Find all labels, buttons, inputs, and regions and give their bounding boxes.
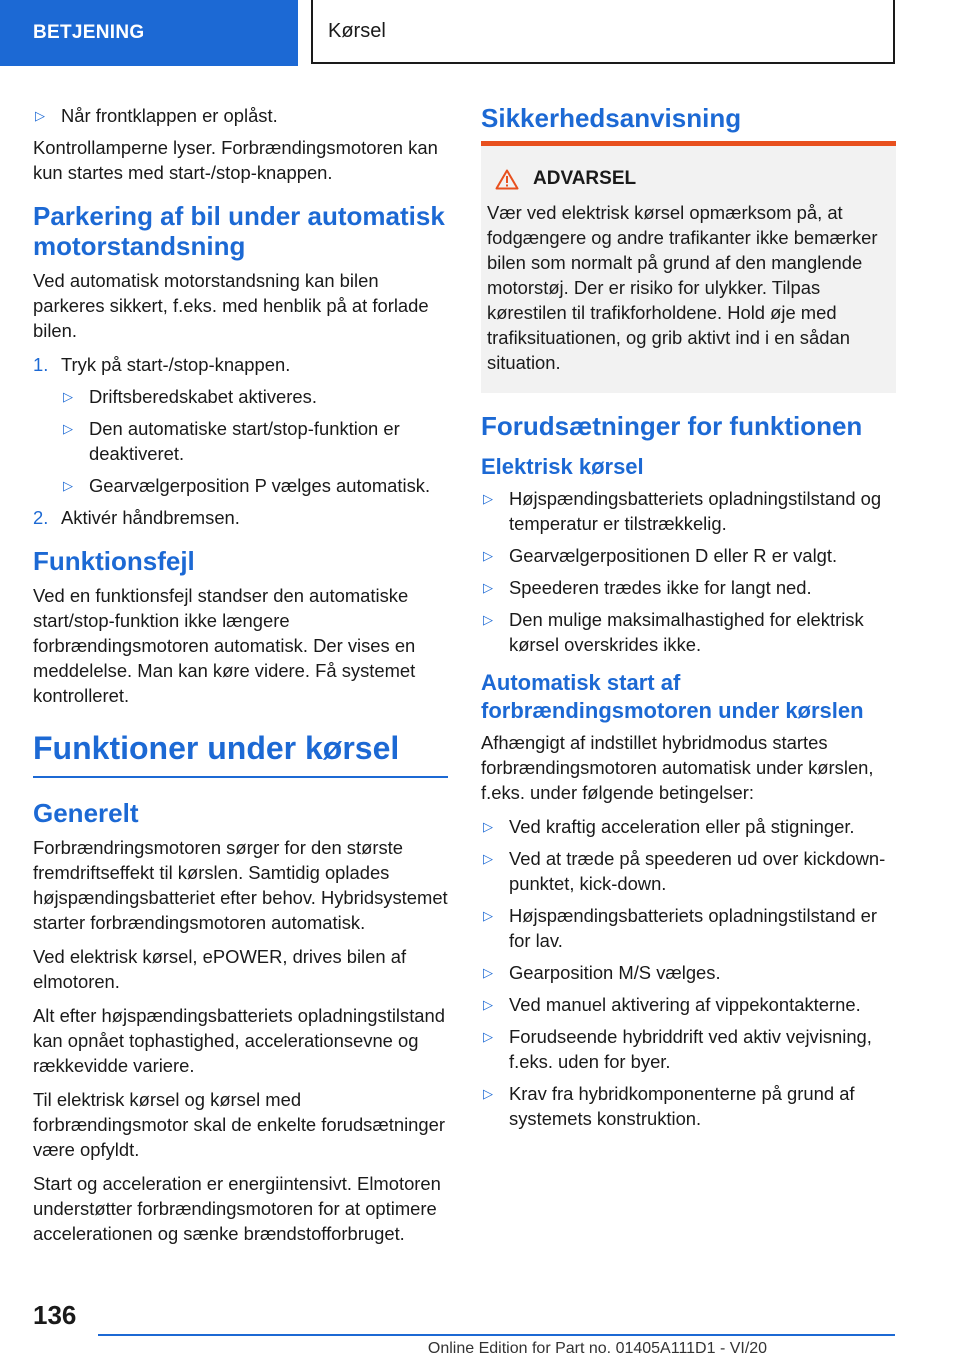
general-paragraph: Ved elektrisk kørsel, ePOWER, drives bilen af elmotoren. — [33, 946, 407, 992]
list-item — [481, 543, 896, 568]
step-number: 2. — [33, 507, 49, 528]
intro-list — [33, 103, 448, 128]
page-footer — [0, 1296, 960, 1362]
triangle-right-icon: ▷ — [483, 580, 493, 595]
page-header — [0, 0, 960, 66]
general-paragraph: Alt efter højspændingsbatteriets opladningstilstand kan opnået tophastighed, accelerationsevne og rækkevidde variere. — [33, 1005, 445, 1076]
intro-paragraph: Kontrollamperne lyser. Forbrændingsmotoren kan kun startes med start-/stop-knappen. — [33, 137, 438, 183]
footer-rule — [98, 1334, 895, 1336]
triangle-right-icon: ▷ — [63, 478, 73, 493]
step-text: Aktivér håndbremsen. — [61, 507, 240, 528]
chapter-label: Kørsel — [328, 19, 386, 42]
list-item-text: Ved at træde på speederen ud over kickdown-punktet, kick-down. — [509, 848, 886, 894]
list-item-text: Driftsberedskabet aktiveres. — [89, 386, 317, 407]
triangle-right-icon: ▷ — [483, 491, 493, 506]
list-item-text: Højspændingsbatteriets opladningstilstand er for lav. — [509, 905, 878, 951]
list-item-text: Når frontklappen er oplåst. — [61, 105, 278, 126]
parking-steps — [33, 352, 448, 377]
parking-steps-cont — [33, 505, 448, 530]
general-paragraph: Til elektrisk kørsel og kørsel med forbrændingsmotor skal de enkelte forudsætninger være opfyldt. — [33, 1089, 445, 1160]
triangle-right-icon: ▷ — [483, 997, 493, 1012]
list-item — [481, 846, 896, 896]
list-item — [481, 486, 896, 536]
list-item — [61, 473, 448, 498]
step-number: 1. — [33, 354, 49, 375]
triangle-right-icon: ▷ — [63, 389, 73, 404]
list-item-text: Den mulige maksimalhastighed for elektrisk kørsel overskrides ikke. — [509, 609, 864, 655]
heading-rule — [33, 776, 448, 778]
auto-start-paragraph: Afhængigt af indstillet hybridmodus startes forbrændingsmotoren automatisk under kørslen, f.eks. under følgende betingelser: — [481, 732, 874, 803]
list-item — [61, 416, 448, 466]
list-item — [481, 992, 896, 1017]
list-item — [481, 960, 896, 985]
warning-label: ADVARSEL — [533, 168, 637, 189]
list-item — [61, 384, 448, 409]
triangle-right-icon: ▷ — [483, 819, 493, 834]
left-column — [33, 103, 448, 1255]
warning-text: Vær ved elektrisk kørsel opmærksom på, at fodgængere og andre trafikanter ikke bemærker bilen som normalt på grund af den manglende motorstøj. Der er risiko for ulykker. Tilpas kørestilen til trafikforholdene. Hold øje med trafiksituationen, og grib aktivt ind i en sådan situation. — [487, 202, 878, 373]
list-item — [481, 1024, 896, 1074]
triangle-right-icon: ▷ — [483, 1029, 493, 1044]
auto-start-list — [481, 814, 896, 1131]
list-item — [481, 575, 896, 600]
triangle-right-icon: ▷ — [483, 908, 493, 923]
fault-heading: Funktionsfejl — [33, 546, 195, 576]
warning-title — [495, 168, 888, 190]
auto-start-heading: Automatisk start af forbrændingsmotoren under kørslen — [481, 670, 864, 723]
triangle-right-icon: ▷ — [483, 1086, 493, 1101]
list-item-text: Ved manuel aktivering af vippekontakterne. — [509, 994, 861, 1015]
list-item — [481, 903, 896, 953]
section-label: BETJENING — [33, 22, 145, 43]
section-tab — [0, 0, 298, 66]
step-item — [33, 505, 448, 530]
triangle-right-icon: ▷ — [35, 108, 45, 123]
list-item-text: Gearposition M/S vælges. — [509, 962, 721, 983]
list-item — [481, 607, 896, 657]
list-item — [481, 814, 896, 839]
general-paragraph: Forbrændringsmotoren sørger for den største fremdriftseffekt til kørslen. Samtidig oplades højspændingsbatteriet efter behov. Hybridsystemet starter forbrændingsmotoren automatisk. — [33, 837, 448, 933]
right-column — [481, 103, 896, 1138]
triangle-right-icon: ▷ — [483, 965, 493, 980]
step-sublist — [61, 384, 448, 498]
list-item-text: Højspændingsbatteriets opladningstilstand og temperatur er tilstrækkelig. — [509, 488, 882, 534]
electric-heading: Elektrisk kørsel — [481, 454, 644, 479]
list-item-text: Krav fra hybridkomponenterne på grund af systemets konstruktion. — [509, 1083, 855, 1129]
electric-list — [481, 486, 896, 657]
parking-paragraph: Ved automatisk motorstandsning kan bilen parkeres sikkert, f.eks. med henblik på at forlade bilen. — [33, 270, 429, 341]
triangle-right-icon: ▷ — [483, 612, 493, 627]
chapter-box — [311, 0, 895, 64]
triangle-right-icon: ▷ — [63, 421, 73, 436]
parking-heading: Parkering af bil under automatisk motorstandsning — [33, 201, 445, 261]
edition-note: Online Edition for Part no. 01405A111D1 - VI/20 — [427, 1340, 768, 1357]
general-paragraph: Start og acceleration er energiintensivt. Elmotoren understøtter forbrændingsmotoren for at optimere accelerationen og sænke brændstofforbruget. — [33, 1173, 441, 1244]
list-item — [33, 103, 448, 128]
fault-paragraph: Ved en funktionsfejl standser den automatiske start/stop-funktion ikke længere forbrændingsmotoren automatisk. Der vises en meddelelse. Man kan køre videre. Få systemet kontrolleret. — [33, 585, 416, 706]
triangle-right-icon: ▷ — [483, 851, 493, 866]
general-heading: Generelt — [33, 798, 139, 828]
conditions-heading: Forudsætninger for funktionen — [481, 411, 863, 441]
list-item-text: Speederen trædes ikke for langt ned. — [509, 577, 812, 598]
list-item — [481, 1081, 896, 1131]
warning-box — [481, 146, 896, 393]
list-item-text: Den automatiske start/stop-funktion er deaktiveret. — [89, 418, 400, 464]
list-item-text: Gearvælgerposition P vælges automatisk. — [89, 475, 431, 496]
list-item-text: Forudseende hybriddrift ved aktiv vejvisning, f.eks. uden for byer. — [509, 1026, 872, 1072]
triangle-right-icon: ▷ — [483, 548, 493, 563]
list-item-text: Gearvælgerpositionen D eller R er valgt. — [509, 545, 838, 566]
step-text: Tryk på start-/stop-knappen. — [61, 354, 291, 375]
driving-heading: Funktioner under kørsel — [33, 730, 400, 766]
safety-heading: Sikkerhedsanvisning — [481, 103, 742, 133]
page-number: 136 — [33, 1300, 77, 1330]
list-item-text: Ved kraftig acceleration eller på stigninger. — [509, 816, 855, 837]
step-item — [33, 352, 448, 377]
warning-triangle-icon — [495, 169, 519, 190]
